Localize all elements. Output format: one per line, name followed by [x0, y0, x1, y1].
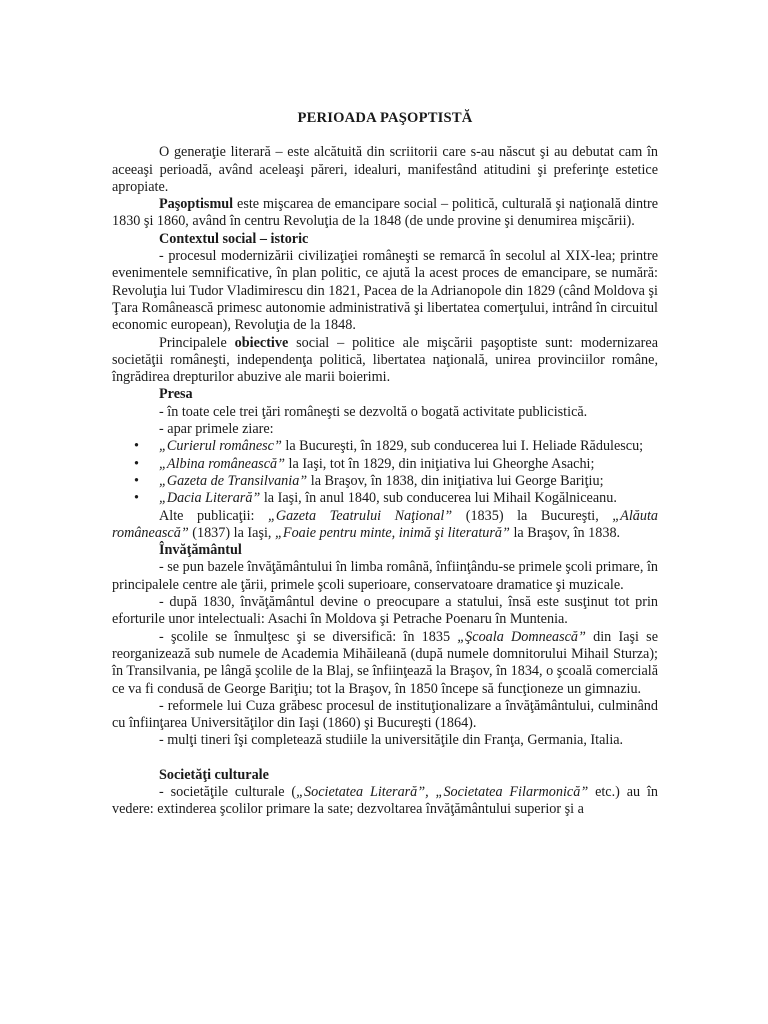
school-name: „Şcoala Domnească”: [457, 628, 586, 645]
pasoptism-term: Paşoptismul: [159, 196, 234, 213]
invatamant-paragraph-5: - mulţi tineri îşi completează studiile la universităţile din Franţa, Germania, Italia.: [159, 732, 624, 749]
text-run: etc.) au în vedere: extinderea şcolilor primare la sate; dezvoltarea învăţământului superior şi a: [112, 783, 658, 818]
list-item: [112, 456, 658, 473]
invatamant-paragraph-1: - se pun bazele învăţământului în limba română, înfiinţându-se primele şcoli primare, în principalele centre ale ţării, primele şcoli superioare, conservatoare dramatice şi muzicale.: [112, 559, 658, 593]
context-p2-end: social – politice ale mişcării paşoptiste sunt: modernizarea societăţii româneşti, independenţa politică, libertatea naţională, unirea provinciilor române, îngrădirea drepturilor abuzive ale marii boierimi.: [112, 334, 658, 386]
list-item: [112, 473, 658, 490]
context-p2-bold: obiective: [234, 334, 289, 351]
text-run: Alte publicaţii:: [159, 507, 268, 524]
invatamant-paragraph-3: [112, 629, 658, 698]
bullet-icon: •: [134, 438, 139, 455]
text-run: din Iaşi se reorganizează sub numele de Academia Mihăileană (după numele domnitorului Mihail Sturza); în Transilvania, pe lângă şcolile de la Blaj, se înfiinţează la Braşov, în 1834, o şcoală comercială ce va fi condusă de George Bariţiu; tot la Braşov, în 1850 începe să funcţioneze un gimnaziu.: [112, 628, 658, 697]
pasoptism-text: este mişcarea de emancipare social – politică, culturală şi naţională dintre 1830 şi 1860, având în centru Revoluţia de la 1848 (de unde provine şi denumirea mişcării).: [112, 196, 658, 230]
newspaper-list: [112, 438, 658, 507]
bullet-icon: •: [134, 472, 139, 489]
publication-name: „Foaie pentru minte, inimă şi literatură”: [275, 524, 510, 541]
page-title: PERIOADA PAŞOPTISTĂ: [297, 110, 473, 126]
other-publications-paragraph: [112, 508, 658, 543]
newspaper-details: la Bucureşti, în 1829, sub conducerea lui I. Heliade Rădulescu;: [281, 438, 644, 455]
context-paragraph-2: [112, 335, 658, 387]
newspaper-details: la Braşov, în 1838, din iniţiativa lui George Bariţiu;: [307, 472, 604, 489]
newspaper-name: „Curierul românesc”: [159, 438, 282, 455]
context-p2-start: Principalele: [159, 334, 235, 351]
presa-line-1: - în toate cele trei ţări româneşti se dezvoltă o bogată activitate publicistică.: [159, 403, 588, 420]
societati-heading: Societăţi culturale: [159, 766, 269, 783]
invatamant-heading: Învăţământul: [159, 542, 242, 559]
text-run: - societăţile culturale (: [159, 783, 297, 800]
newspaper-details: la Iaşi, în anul 1840, sub conducerea lui Mihail Kogălniceanu.: [260, 490, 617, 507]
pasoptism-paragraph: [112, 196, 658, 231]
bullet-icon: •: [134, 455, 139, 472]
presa-heading: Presa: [159, 386, 193, 403]
text-run: (1837) la Iaşi,: [188, 524, 276, 541]
list-item: [112, 438, 658, 455]
intro-paragraph: O generaţie literară – este alcătuită din scriitorii care s-au născut şi au debutat cam în aceeaşi perioadă, având aceleaşi păreri, idealuri, manifestând atitudini şi preferinţe estetice apropiate.: [112, 144, 658, 195]
text-run: (1835) la Bucureşti,: [452, 507, 613, 524]
context-paragraph-1: - procesul modernizării civilizaţiei româneşti se remarcă în secolul al XIX-lea; printre evenimentele semnificative, în plan politic, ce ajută la acest proces de emancipare, se numără: Revoluţia lui Tudor Vladimirescu din 1821, Pacea de la Adrianopole din 1829 (când Moldova şi Ţara Românească primesc autonomie administrativă şi libertatea comerţului, intrând în circuitul economic european), Revoluţia de la 1848.: [112, 248, 658, 334]
presa-line-2: - apar primele ziare:: [159, 421, 274, 438]
newspaper-name: „Albina românească”: [159, 455, 285, 472]
text-run: la Braşov, în 1838.: [509, 524, 621, 541]
list-item: [112, 490, 658, 507]
text-run: - şcolile se înmulţesc şi se diversifică: în 1835: [159, 628, 458, 645]
publication-name: „Alăuta românească”: [112, 507, 659, 541]
publication-name: „Gazeta Teatrului Naţional”: [268, 507, 453, 524]
newspaper-details: la Iaşi, tot în 1829, din iniţiativa lui Gheorghe Asachi;: [284, 455, 595, 472]
societati-paragraph-1: [112, 784, 658, 819]
society-names: „Societatea Literară”, „Societatea Filarmonică”: [296, 783, 589, 800]
invatamant-paragraph-4: - reformele lui Cuza grăbesc procesul de instituţionalizare a învăţământului, culminând cu înfiinţarea Universităţilor din Iaşi (1860) şi Bucureşti (1864).: [112, 697, 658, 732]
bullet-icon: •: [134, 490, 139, 507]
newspaper-name: „Gazeta de Transilvania”: [159, 472, 308, 489]
invatamant-paragraph-2: - după 1830, învăţământul devine o preocupare a statului, însă este susţinut tot prin eforturile unor intelectuali: Asachi în Moldova şi Petrache Poenaru în Muntenia.: [112, 594, 658, 628]
newspaper-name: „Dacia Literară”: [159, 490, 261, 507]
context-heading: Contextul social – istoric: [159, 230, 309, 247]
